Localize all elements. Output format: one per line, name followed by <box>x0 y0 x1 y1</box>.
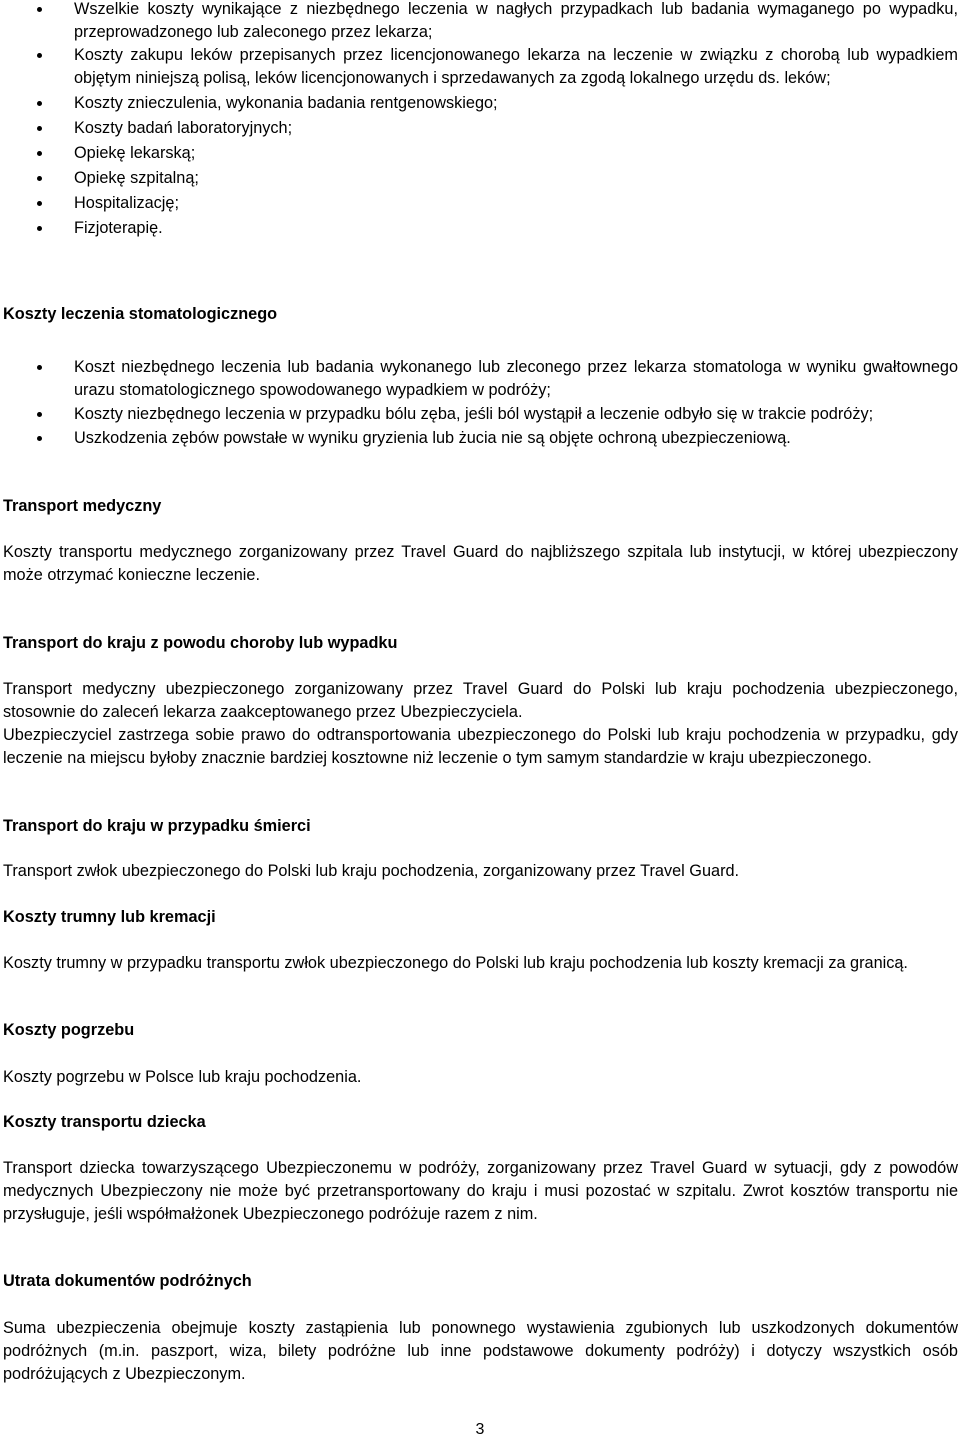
bullet-icon <box>37 226 42 231</box>
list-item: Koszty zakupu leków przepisanych przez licencjonowanego lekarza na leczenie w związku z chorobą lub wypadkiem objętym niniejszą polisą, leków licencjonowanych i sprzedawanych za zgodą lokalnego urzędu ds. leków; <box>3 44 958 90</box>
dental-list <box>3 356 958 450</box>
bullet-icon <box>37 436 42 441</box>
bullet-icon <box>37 101 42 106</box>
bullet-icon <box>37 53 42 58</box>
bullet-icon <box>37 412 42 417</box>
medical-transport-text: Koszty transportu medycznego zorganizowany przez Travel Guard do najbliższego szpitala lub instytucji, w której ubezpieczony może otrzymać konieczne leczenie. <box>3 543 958 584</box>
list-item: Opiekę lekarską; <box>3 142 958 165</box>
section-heading-documents: Utrata dokumentów podróżnych <box>3 1272 252 1290</box>
section-heading-medical-transport: Transport medyczny <box>3 497 162 515</box>
documents-text: Suma ubezpieczenia obejmuje koszty zastąpienia lub ponownego wystawienia zgubionych lub uszkodzonych dokumentów podróżnych (m.in. paszport, wiza, bilety podróżne lub inne podstawowe dokumenty podróży) i dotyczy wszystkich osób podróżujących z Ubezpieczonym. <box>3 1319 958 1383</box>
page-number: 3 <box>475 1421 485 1438</box>
bullet-icon <box>37 126 42 131</box>
child-transport-text: Transport dziecka towarzyszącego Ubezpieczonemu w podróży, zorganizowany przez Travel Guard w sytuacji, gdy z powodów medycznych Ubezpieczony nie może być przetransportowany do kraju i musi pozostać w szpitalu. Zwrot kosztów transportu nie przysługuje, jeśli współmałżonek Ubezpieczonego podróżuje razem z nim. <box>3 1159 958 1223</box>
coverage-list <box>3 0 958 240</box>
section-heading-repatriation-death: Transport do kraju w przypadku śmierci <box>3 817 311 835</box>
list-item: Opiekę szpitalną; <box>3 167 958 190</box>
bullet-icon <box>37 365 42 370</box>
list-item: Koszt niezbędnego leczenia lub badania wykonanego lub zleconego przez lekarza stomatologa w wyniku gwałtownego urazu stomatologicznego spowodowanego wypadkiem w podróży; <box>3 356 958 402</box>
list-item: Koszty badań laboratoryjnych; <box>3 117 958 140</box>
funeral-text: Koszty pogrzebu w Polsce lub kraju pochodzenia. <box>3 1068 362 1086</box>
section-heading-dental: Koszty leczenia stomatologicznego <box>3 305 278 323</box>
repatriation-illness-text-2: Ubezpieczyciel zastrzega sobie prawo do odtransportowania ubezpieczonego do Polski lub kraju pochodzenia w przypadku, gdy leczenie na miejscu byłoby znacznie bardziej kosztowne niż leczenie o tym samym standardzie w kraju ubezpieczonego. <box>3 726 958 767</box>
repatriation-illness-text-1: Transport medyczny ubezpieczonego zorganizowany przez Travel Guard do Polski lub kraju pochodzenia ubezpieczonego, stosownie do zaleceń lekarza zaakceptowanego przez Ubezpieczyciela. <box>3 680 958 721</box>
list-item: Wszelkie koszty wynikające z niezbędnego leczenia w nagłych przypadkach lub badania wymaganego po wypadku, przeprowadzonego lub zaleconego przez lekarza; <box>3 0 958 44</box>
repatriation-death-text: Transport zwłok ubezpieczonego do Polski lub kraju pochodzenia, zorganizowany przez Travel Guard. <box>3 862 740 880</box>
section-heading-funeral: Koszty pogrzebu <box>3 1021 135 1039</box>
bullet-icon <box>37 176 42 181</box>
list-item: Koszty niezbędnego leczenia w przypadku bólu zęba, jeśli ból wystąpił a leczenie odbyło się w trakcie podróży; <box>3 403 958 426</box>
bullet-icon <box>37 151 42 156</box>
section-heading-repatriation-illness: Transport do kraju z powodu choroby lub wypadku <box>3 634 398 652</box>
bullet-icon <box>37 201 42 206</box>
section-heading-coffin: Koszty trumny lub kremacji <box>3 908 216 926</box>
list-item: Fizjoterapię. <box>3 217 958 240</box>
coffin-text: Koszty trumny w przypadku transportu zwłok ubezpieczonego do Polski lub kraju pochodzenia lub koszty kremacji za granicą. <box>3 954 908 972</box>
bullet-icon <box>37 7 42 12</box>
list-item: Koszty znieczulenia, wykonania badania rentgenowskiego; <box>3 92 958 115</box>
list-item: Hospitalizację; <box>3 192 958 215</box>
list-item: Uszkodzenia zębów powstałe w wyniku gryzienia lub żucia nie są objęte ochroną ubezpieczeniową. <box>3 427 958 450</box>
section-heading-child-transport: Koszty transportu dziecka <box>3 1113 206 1131</box>
